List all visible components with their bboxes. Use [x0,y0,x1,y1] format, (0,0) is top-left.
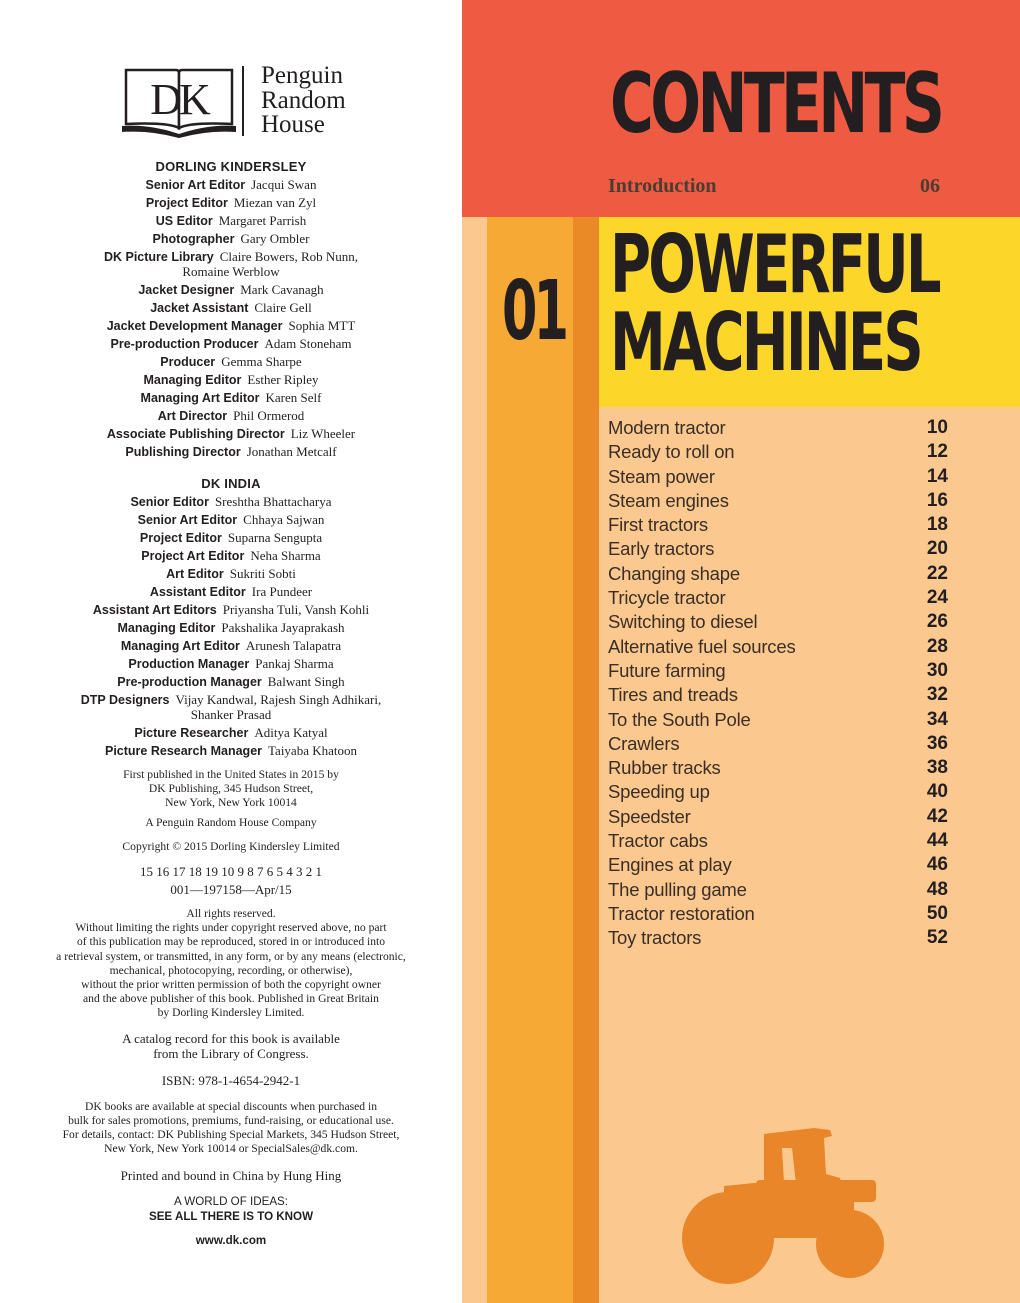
toc-entry[interactable] [608,902,948,926]
credit-role: DK Picture Library [103,250,214,264]
rights-line: mechanical, photocopying, recording, or otherwise), [109,963,353,977]
toc-entry-page: 22 [926,562,948,584]
credit-name: Gary Ombler [240,231,310,246]
toc-entry-page: 14 [926,465,948,487]
credit-role: Senior Art Editor [137,513,238,527]
toc-entry-title: Tricycle tractor [608,587,726,609]
toc-entry[interactable] [608,829,948,853]
toc-entry-title: Ready to roll on [608,441,735,463]
credit-entry [0,212,462,230]
toc-entry[interactable] [608,732,948,756]
credit-name: Chhaya Sajwan [243,512,325,527]
credit-name: Sophia MTT [288,318,356,333]
toc-entry-page: 30 [926,659,948,681]
toc-entry[interactable] [608,659,948,683]
credit-role: Art Director [157,409,228,423]
special-sales-line: DK books are available at special discounts when purchased in [84,1099,377,1113]
credit-name: Pankaj Sharma [255,656,334,671]
credits-list-uk [0,176,462,461]
toc-entry-title: First tractors [608,514,708,536]
toc-entry-page: 34 [926,708,948,730]
toc-entry[interactable] [608,586,948,610]
toc-entry-title: Rubber tracks [608,757,721,779]
isbn: ISBN: 978-1-4654-2942-1 [161,1072,301,1088]
credit-name: Jacqui Swan [251,177,317,192]
credit-name: Vijay Kandwal, Rajesh Singh Adhikari, [175,692,382,707]
credit-name: Liz Wheeler [290,426,356,441]
toc-entry-title: Engines at play [608,854,732,876]
credit-role: Picture Research Manager [105,744,263,758]
toc-entry[interactable] [608,708,948,732]
slogan-line-2: SEE ALL THERE IS TO KNOW [148,1209,314,1223]
logo-line-2: Random [261,86,346,114]
credit-entry [0,511,462,529]
credit-entry [0,317,462,335]
toc-entry-page: 38 [926,757,948,779]
credit-name: Pakshalika Jayaprakash [221,620,345,635]
credit-role: Jacket Designer [138,283,235,297]
special-sales-line: For details, contact: DK Publishing Special Markets, 345 Hudson Street, [62,1128,400,1142]
toc-intro-entry[interactable] [608,175,940,198]
credit-role: Jacket Assistant [150,301,249,315]
credit-name-continued: Shanker Prasad [190,706,272,722]
toc-intro-label: Introduction [608,175,717,197]
credit-role: Pre-production Producer [110,337,259,351]
toc-entry-title: Speedster [608,805,691,827]
website-link[interactable]: www.dk.com [195,1233,267,1247]
printed-in: Printed and bound in China by Hung Hing [120,1168,342,1184]
credit-name: Phil Ormerod [233,408,305,423]
special-sales [0,1100,462,1157]
credits-block [0,158,462,760]
credit-role: Managing Art Editor [140,391,260,405]
svg-text:DK: DK [150,75,208,124]
logo-line-1: Penguin [261,62,343,89]
rights-line: by Dorling Kindersley Limited. [157,1006,305,1020]
toc-entry-title: Tractor cabs [608,830,708,852]
credit-role: Managing Editor [143,373,242,387]
credit-entry [0,565,462,583]
credit-role: Senior Art Editor [145,178,246,192]
rights-line: All rights reserved. [186,907,276,921]
first-published-line-2: DK Publishing, 345 Hudson Street, [148,782,314,796]
credit-name-continued: Romaine Werblow [182,263,280,279]
credit-entry [0,335,462,353]
imprint-page [0,0,462,1303]
credit-name: Esther Ripley [247,372,319,387]
toc-entry-page: 28 [926,635,948,657]
toc-entry[interactable] [608,756,948,780]
toc-entry[interactable] [608,683,948,707]
credit-role: Project Art Editor [141,549,245,563]
credit-entry [0,176,462,194]
toc-entry-title: Steam engines [608,489,729,511]
credit-entry [0,389,462,407]
imprint-text [0,768,462,1253]
credit-entry [0,601,462,619]
credit-role: Associate Publishing Director [106,427,285,441]
credit-name: Claire Bowers, Rob Nunn, [219,249,359,264]
credit-name: Priyansha Tuli, Vansh Kohli [222,602,370,617]
toc-entry[interactable] [608,440,948,464]
rights-line: and the above publisher of this book. Published in Great Britain [83,992,379,1006]
credit-role: Jacket Development Manager [106,319,283,333]
toc-entry[interactable] [608,635,948,659]
toc-entry-title: Crawlers [608,732,680,754]
credit-entry [0,724,462,742]
credit-name: Sreshtha Bhattacharya [214,494,332,509]
toc-entry-title: Switching to diesel [608,611,758,633]
section-title-line-2: MACHINES [610,296,921,389]
credit-role: Senior Editor [130,495,209,509]
toc-entry-title: Changing shape [608,562,740,584]
toc-entry-title: Tires and treads [608,684,738,706]
credits-heading-uk: DORLING KINDERSLEY [155,159,307,174]
credit-role: US Editor [155,214,213,228]
first-published-line-3: New York, New York 10014 [165,796,297,810]
dk-penguin-logo [120,64,370,140]
toc-entry-title: Toy tractors [608,927,702,949]
credit-entry [0,655,462,673]
special-sales-line: New York, New York 10014 or SpecialSales@dk.com. [104,1142,358,1156]
credit-entry [0,281,462,299]
toc-entry-title: Future farming [608,659,726,681]
company-line: A Penguin Random House Company [145,815,317,829]
toc-entry-title: Speeding up [608,781,710,803]
credit-entry [0,529,462,547]
toc-entry-title: Early tractors [608,538,715,560]
credit-name: Suparna Sengupta [227,530,323,545]
credit-entry [0,407,462,425]
credit-entry [0,353,462,371]
credit-entry [0,230,462,248]
rights-statement [0,907,462,1021]
toc-entry[interactable] [608,489,948,513]
credit-role: Art Editor [166,567,224,581]
toc-entry-page: 46 [926,854,948,876]
logo-divider [242,66,244,136]
credit-entry [0,493,462,511]
logo-line-3: House [261,111,325,138]
print-code: 001—197158—Apr/15 [170,882,292,898]
rights-line: Without limiting the rights under copyright reserved above, no part [75,921,387,935]
credit-role: Picture Researcher [134,726,249,740]
toc-entry-title: Tractor restoration [608,902,755,924]
slogan-line-1: A WORLD OF IDEAS: [173,1195,289,1209]
toc-entry-page: 42 [926,805,948,827]
credit-name: Jonathan Metcalf [246,444,337,459]
credit-role: DTP Designers [80,693,170,707]
toc-entry-page: 26 [926,611,948,633]
catalog-line-2: from the Library of Congress. [153,1045,309,1061]
toc-entry-title: The pulling game [608,878,747,900]
credit-name: Neha Sharma [250,548,321,563]
rights-line: a retrieval system, or transmitted, in any form, or by any means (electronic, [56,949,406,963]
toc-entry-title: To the South Pole [608,708,751,730]
credit-name: Claire Gell [254,300,312,315]
credit-name: Balwant Singh [267,674,345,689]
toc-entry[interactable] [608,805,948,829]
credit-name: Gemma Sharpe [221,354,302,369]
toc-entry[interactable] [608,610,948,634]
toc-entry-page: 32 [926,684,948,706]
credit-entry [0,619,462,637]
credit-entry [0,547,462,565]
toc-entry-page: 18 [926,514,948,536]
credit-name: Sukriti Sobti [229,566,296,581]
toc-entry[interactable] [608,465,948,489]
credit-entry [0,299,462,317]
credit-entry [0,583,462,601]
toc-entry-page: 24 [926,587,948,609]
toc-entry-page: 44 [926,830,948,852]
toc-entry-page: 36 [926,732,948,754]
toc-entry-page: 48 [926,878,948,900]
credit-entry [0,742,462,760]
toc-entry-title: Modern tractor [608,417,726,438]
decorative-stripe-dark [573,217,599,1303]
first-published [0,768,462,811]
special-sales-line: bulk for sales promotions, premiums, fund-raising, or educational use. [68,1113,394,1127]
credit-role: Pre-production Manager [117,675,262,689]
tractor-silhouette-icon [664,1126,900,1286]
credit-entry [0,673,462,691]
penguin-random-house-wordmark [261,64,346,138]
toc-entry-page: 20 [926,538,948,560]
credit-name: Aditya Katyal [254,725,328,740]
toc-entry-page: 16 [926,489,948,511]
credit-entry [0,371,462,389]
credit-role: Photographer [152,232,235,246]
credits-heading-india: DK INDIA [201,476,261,491]
decorative-stripe-light [487,217,575,1303]
toc-entry[interactable] [608,878,948,902]
page-title: CONTENTS [610,55,942,152]
toc-list [608,416,948,951]
credit-entry [0,425,462,443]
toc-entry-title: Alternative fuel sources [608,635,796,657]
rights-line: of this publication may be reproduced, stored in or introduced into [76,935,386,949]
credit-entry [0,637,462,655]
credits-list-india [0,493,462,760]
credit-role: Production Manager [128,657,250,671]
credit-role: Project Editor [145,196,228,210]
toc-entry-page: 50 [926,902,948,924]
toc-entry[interactable] [608,513,948,537]
catalog-line-1: A catalog record for this book is available [122,1030,340,1046]
toc-entry[interactable] [608,416,948,440]
toc-entry-page: 12 [926,441,948,463]
credit-entry [0,691,462,724]
print-line: 15 16 17 18 19 10 9 8 7 6 5 4 3 2 1 [140,864,322,880]
catalog-record [0,1031,462,1061]
credit-entry [0,248,462,281]
dk-open-book-logo-icon [120,64,238,140]
credit-role: Assistant Editor [149,585,246,599]
toc-entry[interactable] [608,853,948,877]
credit-role: Assistant Art Editors [92,603,217,617]
toc-entry[interactable] [608,780,948,804]
credit-name: Arunesh Talapatra [245,638,342,653]
credit-role: Producer [160,355,216,369]
toc-entry-page: 40 [926,781,948,803]
toc-entry[interactable] [608,537,948,561]
credit-name: Karen Self [265,390,322,405]
credit-name: Margaret Parrish [218,213,307,228]
toc-entry[interactable] [608,926,948,950]
toc-entry-page: 52 [926,927,948,949]
toc-entry[interactable] [608,562,948,586]
credit-name: Mark Cavanagh [240,282,324,297]
credit-entry [0,443,462,461]
credit-name: Miezan van Zyl [233,195,317,210]
section-title [610,218,939,389]
credit-name: Ira Pundeer [251,584,313,599]
toc-intro-page: 06 [920,175,940,197]
first-published-line-1: First published in the United States in 2015 by [123,768,339,781]
section-title-line-1: POWERFUL [610,218,939,311]
credit-entry [0,194,462,212]
rights-line: without the prior written permission of both the copyright owner [81,978,381,992]
credit-name: Taiyaba Khatoon [268,743,357,758]
toc-entry-title: Steam power [608,465,715,487]
toc-entry-page: 10 [926,417,948,438]
credit-role: Project Editor [139,531,222,545]
section-number: 01 [502,264,566,359]
credit-name: Adam Stoneham [264,336,352,351]
credit-role: Managing Art Editor [120,639,240,653]
copyright-line: Copyright © 2015 Dorling Kindersley Limited [122,839,340,853]
credit-role: Managing Editor [117,621,216,635]
credit-role: Publishing Director [125,445,241,459]
contents-page [462,0,1020,1303]
